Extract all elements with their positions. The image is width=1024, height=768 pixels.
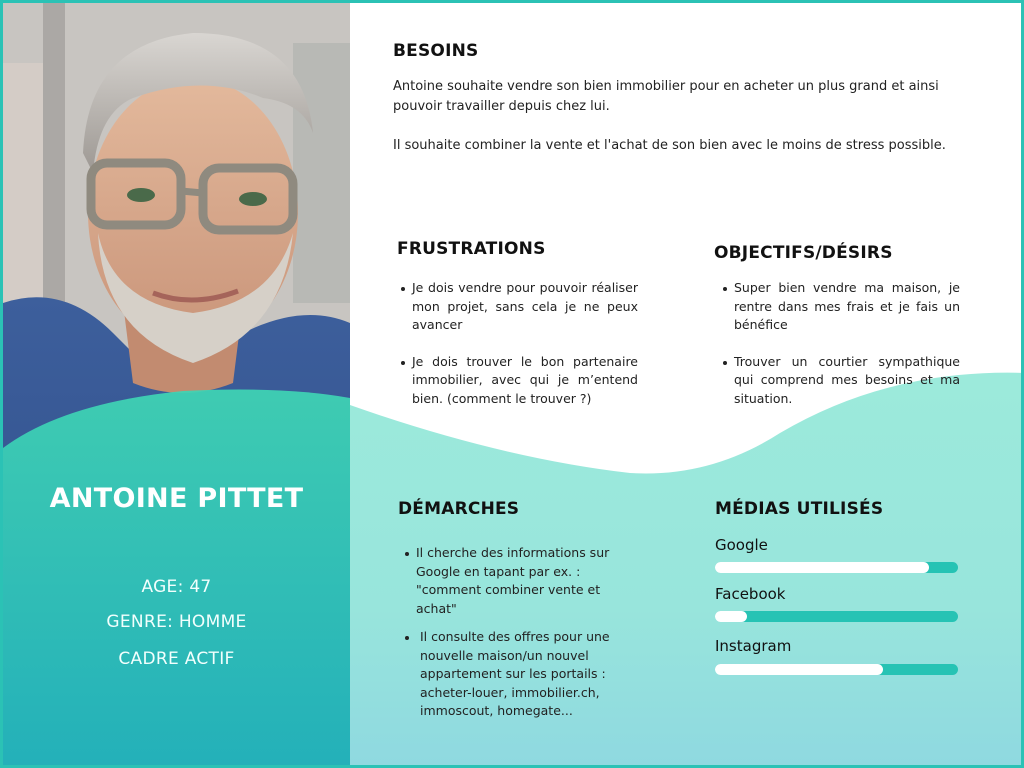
persona-age: AGE: 47	[141, 577, 212, 597]
persona-gender: GENRE: HOMME	[106, 612, 247, 632]
frustration-item: Je dois vendre pour pouvoir réaliser mon projet, sans cela je ne peux avancer	[398, 279, 638, 335]
media-bar-fill-instagram	[715, 664, 883, 675]
besoins-title: BESOINS	[393, 41, 479, 61]
persona-name: ANTOINE PITTET	[49, 483, 304, 514]
media-bar-instagram	[715, 664, 958, 675]
media-label-google: Google	[715, 536, 768, 554]
demarches-title: DÉMARCHES	[398, 499, 520, 519]
objectifs-list	[720, 279, 960, 426]
media-label-instagram: Instagram	[715, 637, 792, 655]
persona-occupation: CADRE ACTIF	[118, 649, 235, 669]
objectif-item: Super bien vendre ma maison, je rentre dans mes frais et je fais un bénéfice	[720, 279, 960, 335]
objectif-item: Trouver un courtier sympathique qui comprend mes besoins et ma situation.	[720, 353, 960, 409]
medias-title: MÉDIAS UTILISÉS	[715, 499, 884, 519]
demarche-item: Il consulte des offres pour une nouvelle maison/un nouvel appartement sur les portails : acheter-louer, immobilier.ch, immoscout, homegate...	[402, 628, 637, 721]
media-bar-fill-google	[715, 562, 929, 573]
media-bar-facebook	[715, 611, 958, 622]
demarches-list	[402, 544, 637, 731]
frustrations-title: FRUSTRATIONS	[397, 239, 546, 259]
objectifs-title: OBJECTIFS/DÉSIRS	[714, 243, 893, 263]
demarche-item: Il cherche des informations sur Google en tapant par ex. : "comment combiner vente et achat"	[402, 544, 637, 618]
frustration-item: Je dois trouver le bon partenaire immobilier, avec qui je m’entend bien. (comment le trouver ?)	[398, 353, 638, 409]
besoins-paragraph-1: Antoine souhaite vendre son bien immobilier pour en acheter un plus grand et ainsi pouvoir travailler depuis chez lui.	[393, 79, 939, 114]
portrait-photo	[3, 3, 350, 765]
frustrations-list	[398, 279, 638, 426]
media-label-facebook: Facebook	[715, 585, 786, 603]
media-bar-fill-facebook	[715, 611, 747, 622]
besoins-paragraph-2: Il souhaite combiner la vente et l'achat de son bien avec le moins de stress possible.	[393, 138, 946, 153]
media-bar-google	[715, 562, 958, 573]
